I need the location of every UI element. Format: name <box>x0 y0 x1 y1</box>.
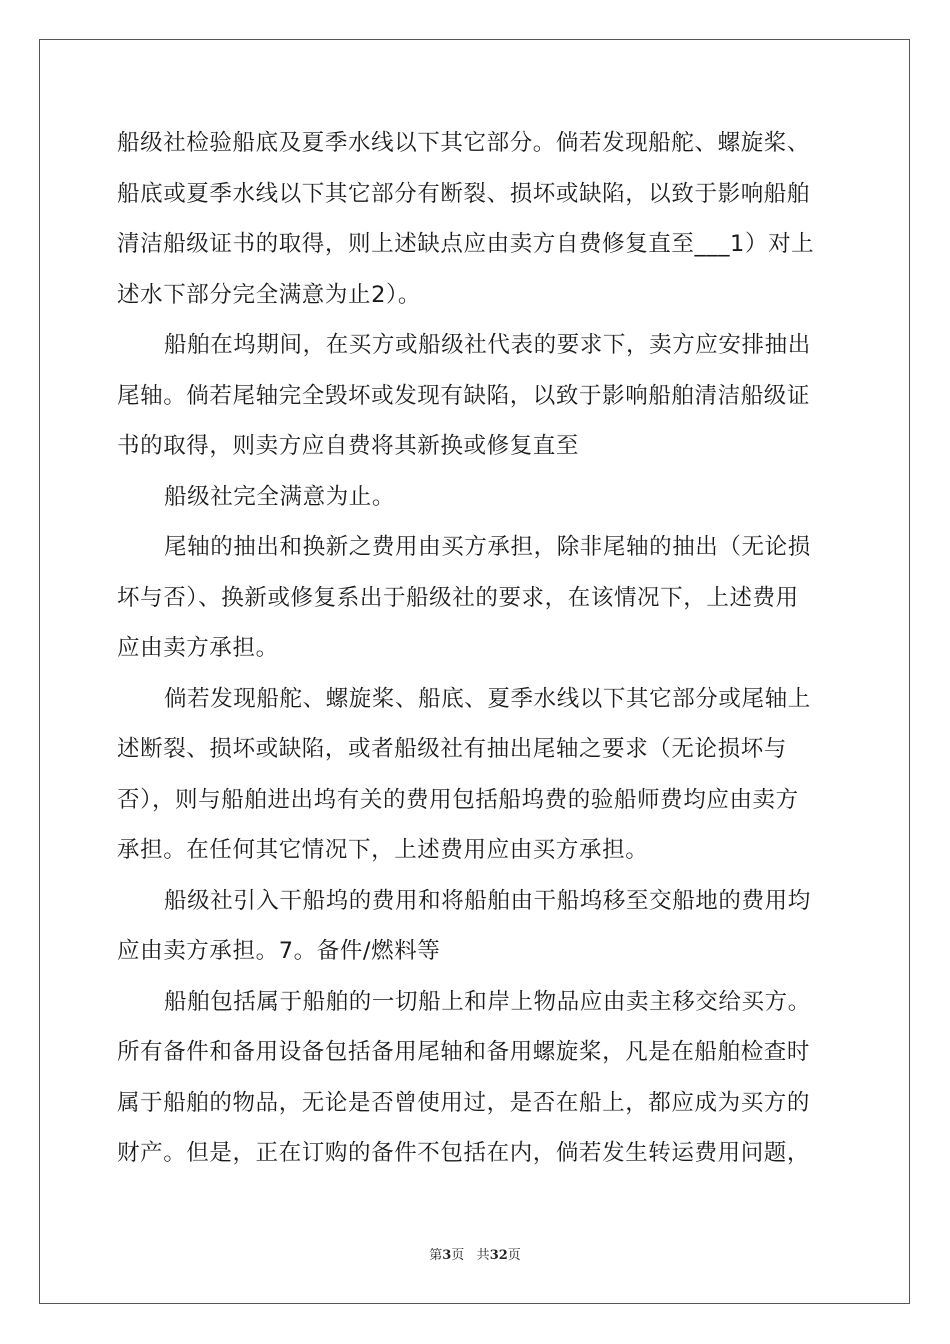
total-suffix: 页 <box>507 1248 521 1263</box>
current-page-number: 3 <box>442 1248 452 1263</box>
text-line: 船底或夏季水线以下其它部分有断裂、损坏或缺陷，以致于影响船舶 <box>117 180 811 207</box>
text-line: 坏与否）、换新或修复系出于船级社的要求，在该情况下，上述费用 <box>117 584 799 611</box>
text-line: 尾轴。倘若尾轴完全毁坏或发现有缺陷，以致于影响船舶清洁船级证 <box>117 382 811 409</box>
text-line: 述断裂、损坏或缺陷，或者船级社有抽出尾轴之要求（无论损坏与 <box>117 736 787 762</box>
text-line: 尾轴的抽出和换新之费用由买方承担，除非尾轴的抽出（无论损 <box>164 534 811 560</box>
text-line: 倘若发现船舵、螺旋桨、船底、夏季水线以下其它部分或尾轴上 <box>164 685 811 712</box>
text-line: 船舶在坞期间，在买方或船级社代表的要求下，卖方应安排抽出 <box>164 332 811 358</box>
text-line: 清洁船级证书的取得，则上述缺点应由卖方自费修复直至___1）对上 <box>117 231 815 257</box>
total-prefix: 共 <box>476 1248 490 1263</box>
text-line: 属于船舶的物品，无论是否曾使用过，是否在船上，都应成为买方的 <box>117 1089 811 1116</box>
page-prefix: 第 <box>429 1248 443 1263</box>
total-pages-number: 32 <box>489 1248 508 1263</box>
text-line: 否），则与船舶进出坞有关的费用包括船坞费的验船师费均应由卖方 <box>117 786 799 813</box>
text-line: 所有备件和备用设备包括备用尾轴和备用螺旋桨，凡是在船舶检查时 <box>117 1039 811 1065</box>
text-line: 应由卖方承担。7。备件/燃料等 <box>117 938 441 964</box>
text-line: 应由卖方承担。 <box>117 635 279 661</box>
text-line: 船级社检验船底及夏季水线以下其它部分。倘若发现船舵、螺旋桨、 <box>117 130 811 156</box>
document-body <box>117 118 837 1179</box>
text-line: 船级社完全满意为止。 <box>164 483 396 510</box>
text-line: 承担。在任何其它情况下，上述费用应由买方承担。 <box>117 837 649 863</box>
page-suffix: 页 <box>451 1248 465 1263</box>
text-line: 船级社引入干船坞的费用和将船舶由干船坞移至交船地的费用均 <box>164 887 811 914</box>
page-footer <box>0 1244 950 1263</box>
text-line: 书的取得，则卖方应自费将其新换或修复直至 <box>117 433 580 459</box>
text-line: 述水下部分完全满意为止2）。 <box>117 281 421 308</box>
text-line: 财产。但是，正在订购的备件不包括在内，倘若发生转运费用问题， <box>117 1140 811 1166</box>
text-line: 船舶包括属于船舶的一切船上和岸上物品应由卖主移交给买方。 <box>164 988 811 1015</box>
